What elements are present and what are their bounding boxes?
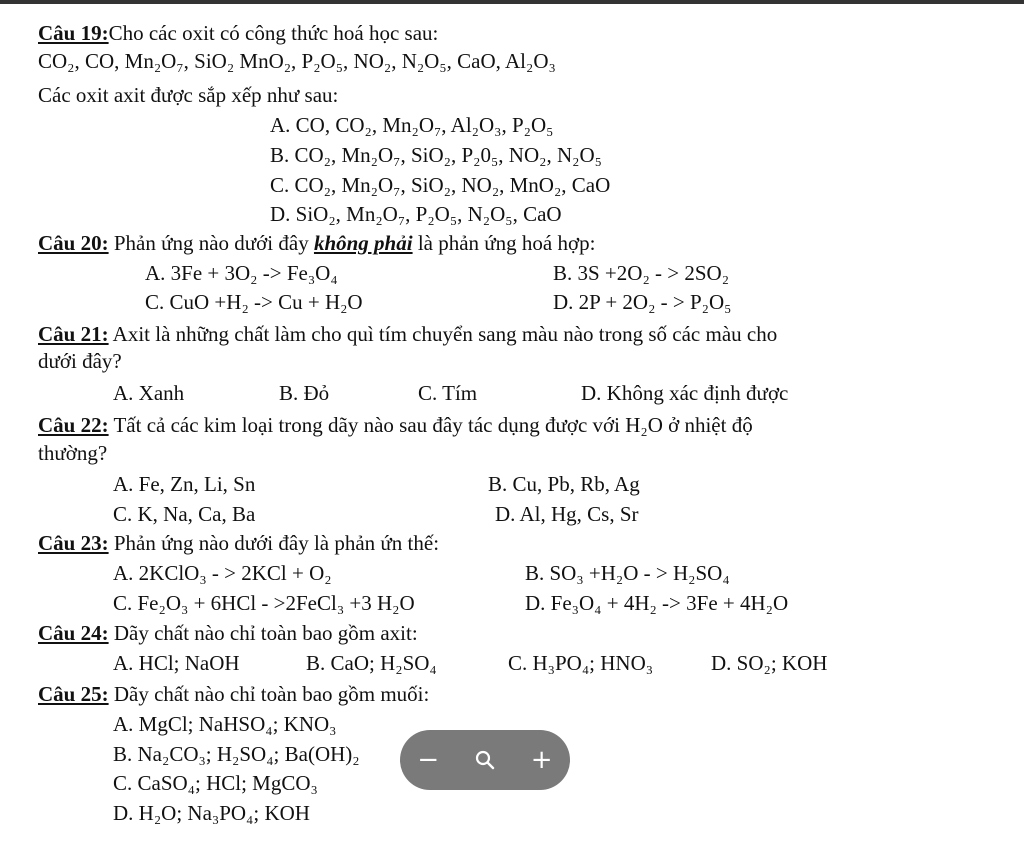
question-21-label: Câu 21: bbox=[38, 322, 109, 346]
question-24-option-c: C. H₃PO₄; HNO₃ bbox=[508, 651, 654, 675]
question-22-line1: Tất cả các kim loại trong dãy nào sau đây tác dụng được với H₂O ở nhiệt độ bbox=[108, 413, 753, 437]
question-20-emphasis: không phải bbox=[313, 231, 413, 255]
question-22-option-a: A. Fe, Zn, Li, Sn bbox=[113, 472, 256, 496]
question-19-header bbox=[38, 20, 438, 46]
question-19-option-d: D. SiO₂, Mn₂O₇, P₂O₅, N₂O₅, CaO bbox=[270, 202, 562, 226]
question-21-header bbox=[38, 321, 777, 347]
question-22-header bbox=[38, 412, 753, 438]
question-24-option-d: D. SO₂; KOH bbox=[711, 651, 828, 675]
question-23-label: Câu 23: bbox=[38, 531, 109, 555]
question-24-text: Dãy chất nào chỉ toàn bao gồm axit: bbox=[108, 621, 418, 645]
question-23-option-c: C. Fe₂O₃ + 6HCl - >2FeCl₃ +3 H₂O bbox=[113, 591, 415, 615]
question-20-header bbox=[38, 230, 595, 256]
question-23-option-a: A. 2KClO₃ - > 2KCl + O₂ bbox=[113, 561, 332, 585]
question-22-label: Câu 22: bbox=[38, 413, 109, 437]
magnifier-icon bbox=[474, 749, 496, 771]
question-24-option-a: A. HCl; NaOH bbox=[113, 651, 240, 675]
question-19-option-b: B. CO₂, Mn₂O₇, SiO₂, P₂0₅, NO₂, N₂O₅ bbox=[270, 143, 602, 167]
question-24-option-b: B. CaO; H₂SO₄ bbox=[306, 651, 437, 675]
question-21-line1: Axit là những chất làm cho quì tím chuyển sang màu nào trong số các màu cho bbox=[108, 322, 778, 346]
question-25-label: Câu 25: bbox=[38, 682, 109, 706]
zoom-icon[interactable] bbox=[465, 740, 505, 780]
question-24-label: Câu 24: bbox=[38, 621, 109, 645]
question-19-option-c: C. CO₂, Mn₂O₇, SiO₂, NO₂, MnO₂, CaO bbox=[270, 173, 611, 197]
question-25-text: Dãy chất nào chỉ toàn bao gồm muối: bbox=[108, 682, 430, 706]
question-20-text-before: Phản ứng nào dưới đây bbox=[108, 231, 314, 255]
question-25-option-a: A. MgCl; NaHSO₄; KNO₃ bbox=[113, 712, 337, 736]
question-19-formulas: CO₂, CO, Mn₂O₇, SiO₂ MnO₂, P₂O₅, NO₂, N₂O₅, CaO, Al₂O₃ bbox=[38, 49, 556, 73]
question-25-option-b: B. Na₂CO₃; H₂SO₄; Ba(OH)₂ bbox=[113, 742, 360, 766]
question-19-prompt: Các oxit axit được sắp xếp như sau: bbox=[38, 83, 339, 107]
question-19-option-a: A. CO, CO₂, Mn₂O₇, Al₂O₃, P₂O₅ bbox=[270, 113, 554, 137]
question-25-header bbox=[38, 681, 429, 707]
question-20-option-b: B. 3S +2O₂ - > 2SO₂ bbox=[553, 261, 730, 285]
question-21-option-a: A. Xanh bbox=[113, 381, 185, 405]
zoom-controls bbox=[400, 730, 570, 790]
question-25-option-c: C. CaSO₄; HCl; MgCO₃ bbox=[113, 771, 318, 795]
zoom-out-button[interactable]: − bbox=[417, 745, 440, 775]
question-20-text-after: là phản ứng hoá hợp: bbox=[412, 231, 596, 255]
question-20-label: Câu 20: bbox=[38, 231, 109, 255]
question-23-text: Phản ứng nào dưới đây là phản ứn thế: bbox=[108, 531, 440, 555]
question-21-option-b: B. Đỏ bbox=[279, 381, 330, 405]
question-19-text: Cho các oxit có công thức hoá học sau: bbox=[108, 21, 439, 45]
question-19-label: Câu 19: bbox=[38, 21, 109, 45]
question-22-option-b: B. Cu, Pb, Rb, Ag bbox=[488, 472, 640, 496]
question-22-line2: thường? bbox=[38, 441, 108, 465]
question-20-option-a: A. 3Fe + 3O₂ -> Fe₃O₄ bbox=[145, 261, 338, 285]
question-22-option-d: D. Al, Hg, Cs, Sr bbox=[495, 502, 639, 526]
zoom-in-button[interactable]: + bbox=[530, 745, 553, 775]
question-23-header bbox=[38, 530, 439, 556]
question-23-option-d: D. Fe₃O₄ + 4H₂ -> 3Fe + 4H₂O bbox=[525, 591, 789, 615]
question-22-option-c: C. K, Na, Ca, Ba bbox=[113, 502, 256, 526]
question-21-option-c: C. Tím bbox=[418, 381, 478, 405]
question-23-option-b: B. SO₃ +H₂O - > H₂SO₄ bbox=[525, 561, 730, 585]
question-21-line2: dưới đây? bbox=[38, 349, 122, 373]
question-20-option-c: C. CuO +H₂ -> Cu + H₂O bbox=[145, 290, 363, 314]
question-24-header bbox=[38, 620, 418, 646]
question-25-option-d: D. H₂O; Na₃PO₄; KOH bbox=[113, 801, 310, 825]
question-20-option-d: D. 2P + 2O₂ - > P₂O₅ bbox=[553, 290, 732, 314]
question-21-option-d: D. Không xác định được bbox=[581, 381, 789, 405]
